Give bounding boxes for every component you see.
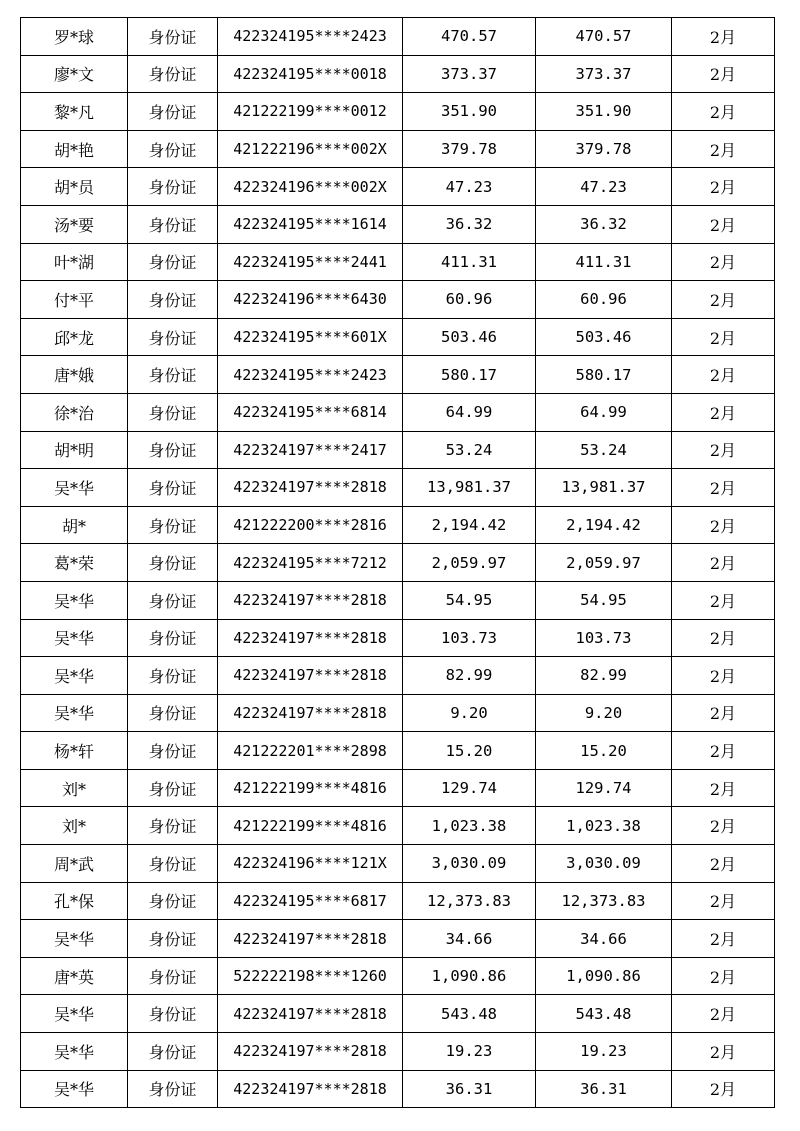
month-cell: 2月 [672, 168, 775, 206]
id-number-cell: 422324195****601X [218, 318, 403, 356]
amount-2-cell: 47.23 [536, 168, 672, 206]
id-type-cell: 身份证 [128, 431, 218, 469]
table-row [21, 393, 775, 431]
month-cell: 2月 [672, 694, 775, 732]
amount-2-cell: 53.24 [536, 431, 672, 469]
table-row [21, 957, 775, 995]
month-cell: 2月 [672, 393, 775, 431]
amount-2-cell: 3,030.09 [536, 845, 672, 883]
id-type-cell: 身份证 [128, 93, 218, 131]
id-number-cell: 421222199****0012 [218, 93, 403, 131]
amount-2-cell: 580.17 [536, 356, 672, 394]
amount-2-cell: 34.66 [536, 920, 672, 958]
name-cell: 胡* [21, 506, 128, 544]
name-cell: 叶*湖 [21, 243, 128, 281]
amount-2-cell: 2,194.42 [536, 506, 672, 544]
id-number-cell: 422324197****2818 [218, 1033, 403, 1071]
table-row [21, 544, 775, 582]
id-type-cell: 身份证 [128, 318, 218, 356]
table-row [21, 1070, 775, 1108]
id-type-cell: 身份证 [128, 920, 218, 958]
table-row [21, 882, 775, 920]
table-row [21, 431, 775, 469]
amount-cell: 60.96 [403, 281, 536, 319]
id-number-cell: 422324197****2818 [218, 657, 403, 695]
amount-cell: 19.23 [403, 1033, 536, 1071]
month-cell: 2月 [672, 957, 775, 995]
table-row [21, 18, 775, 56]
id-type-cell: 身份证 [128, 130, 218, 168]
table-row [21, 168, 775, 206]
amount-2-cell: 503.46 [536, 318, 672, 356]
amount-cell: 54.95 [403, 581, 536, 619]
month-cell: 2月 [672, 657, 775, 695]
table-row [21, 318, 775, 356]
amount-cell: 470.57 [403, 18, 536, 56]
amount-cell: 36.31 [403, 1070, 536, 1108]
id-type-cell: 身份证 [128, 657, 218, 695]
name-cell: 罗*球 [21, 18, 128, 56]
month-cell: 2月 [672, 93, 775, 131]
month-cell: 2月 [672, 431, 775, 469]
month-cell: 2月 [672, 807, 775, 845]
table-row [21, 356, 775, 394]
name-cell: 吴*华 [21, 657, 128, 695]
id-type-cell: 身份证 [128, 957, 218, 995]
name-cell: 唐*娥 [21, 356, 128, 394]
amount-2-cell: 36.31 [536, 1070, 672, 1108]
id-number-cell: 421222199****4816 [218, 769, 403, 807]
table-row [21, 807, 775, 845]
amount-cell: 34.66 [403, 920, 536, 958]
name-cell: 廖*文 [21, 55, 128, 93]
name-cell: 吴*华 [21, 619, 128, 657]
id-type-cell: 身份证 [128, 18, 218, 56]
id-number-cell: 422324195****2441 [218, 243, 403, 281]
id-type-cell: 身份证 [128, 694, 218, 732]
amount-cell: 15.20 [403, 732, 536, 770]
name-cell: 吴*华 [21, 920, 128, 958]
month-cell: 2月 [672, 469, 775, 507]
month-cell: 2月 [672, 544, 775, 582]
id-number-cell: 422324195****6814 [218, 393, 403, 431]
id-number-cell: 422324195****0018 [218, 55, 403, 93]
amount-cell: 2,059.97 [403, 544, 536, 582]
amount-2-cell: 60.96 [536, 281, 672, 319]
name-cell: 吴*华 [21, 694, 128, 732]
amount-cell: 351.90 [403, 93, 536, 131]
name-cell: 刘* [21, 769, 128, 807]
id-type-cell: 身份证 [128, 544, 218, 582]
month-cell: 2月 [672, 18, 775, 56]
name-cell: 孔*保 [21, 882, 128, 920]
name-cell: 胡*明 [21, 431, 128, 469]
records-table-body [21, 18, 775, 1108]
name-cell: 汤*要 [21, 205, 128, 243]
name-cell: 唐*英 [21, 957, 128, 995]
amount-2-cell: 351.90 [536, 93, 672, 131]
id-number-cell: 422324195****2423 [218, 356, 403, 394]
id-number-cell: 422324197****2818 [218, 469, 403, 507]
id-type-cell: 身份证 [128, 55, 218, 93]
table-row [21, 506, 775, 544]
month-cell: 2月 [672, 243, 775, 281]
id-type-cell: 身份证 [128, 393, 218, 431]
amount-2-cell: 103.73 [536, 619, 672, 657]
amount-2-cell: 36.32 [536, 205, 672, 243]
id-type-cell: 身份证 [128, 845, 218, 883]
month-cell: 2月 [672, 619, 775, 657]
amount-2-cell: 373.37 [536, 55, 672, 93]
id-number-cell: 421222199****4816 [218, 807, 403, 845]
amount-2-cell: 15.20 [536, 732, 672, 770]
id-type-cell: 身份证 [128, 882, 218, 920]
table-row [21, 769, 775, 807]
id-type-cell: 身份证 [128, 807, 218, 845]
amount-cell: 543.48 [403, 995, 536, 1033]
name-cell: 刘* [21, 807, 128, 845]
table-row [21, 732, 775, 770]
amount-cell: 82.99 [403, 657, 536, 695]
table-row [21, 469, 775, 507]
id-number-cell: 421222196****002X [218, 130, 403, 168]
id-number-cell: 422324196****121X [218, 845, 403, 883]
name-cell: 吴*华 [21, 469, 128, 507]
name-cell: 吴*华 [21, 581, 128, 619]
id-type-cell: 身份证 [128, 205, 218, 243]
amount-2-cell: 82.99 [536, 657, 672, 695]
amount-2-cell: 54.95 [536, 581, 672, 619]
table-row [21, 130, 775, 168]
month-cell: 2月 [672, 732, 775, 770]
table-row [21, 205, 775, 243]
amount-2-cell: 543.48 [536, 995, 672, 1033]
month-cell: 2月 [672, 281, 775, 319]
amount-2-cell: 1,023.38 [536, 807, 672, 845]
name-cell: 付*平 [21, 281, 128, 319]
month-cell: 2月 [672, 1033, 775, 1071]
id-number-cell: 522222198****1260 [218, 957, 403, 995]
id-number-cell: 422324196****6430 [218, 281, 403, 319]
amount-2-cell: 9.20 [536, 694, 672, 732]
amount-2-cell: 470.57 [536, 18, 672, 56]
id-number-cell: 422324195****7212 [218, 544, 403, 582]
id-type-cell: 身份证 [128, 356, 218, 394]
id-type-cell: 身份证 [128, 168, 218, 206]
month-cell: 2月 [672, 581, 775, 619]
table-row [21, 55, 775, 93]
name-cell: 胡*艳 [21, 130, 128, 168]
amount-cell: 9.20 [403, 694, 536, 732]
amount-cell: 1,090.86 [403, 957, 536, 995]
table-row [21, 281, 775, 319]
name-cell: 杨*轩 [21, 732, 128, 770]
table-row [21, 657, 775, 695]
table-row [21, 995, 775, 1033]
table-row [21, 920, 775, 958]
amount-2-cell: 13,981.37 [536, 469, 672, 507]
amount-cell: 503.46 [403, 318, 536, 356]
id-type-cell: 身份证 [128, 619, 218, 657]
amount-2-cell: 64.99 [536, 393, 672, 431]
id-number-cell: 422324197****2818 [218, 995, 403, 1033]
name-cell: 周*武 [21, 845, 128, 883]
id-number-cell: 422324197****2818 [218, 920, 403, 958]
id-type-cell: 身份证 [128, 769, 218, 807]
id-number-cell: 422324195****6817 [218, 882, 403, 920]
id-number-cell: 422324197****2818 [218, 694, 403, 732]
table-row [21, 581, 775, 619]
name-cell: 吴*华 [21, 1033, 128, 1071]
amount-cell: 580.17 [403, 356, 536, 394]
id-number-cell: 422324195****2423 [218, 18, 403, 56]
id-number-cell: 422324197****2818 [218, 1070, 403, 1108]
amount-cell: 129.74 [403, 769, 536, 807]
amount-cell: 3,030.09 [403, 845, 536, 883]
name-cell: 葛*荣 [21, 544, 128, 582]
month-cell: 2月 [672, 55, 775, 93]
amount-cell: 64.99 [403, 393, 536, 431]
amount-cell: 411.31 [403, 243, 536, 281]
amount-cell: 379.78 [403, 130, 536, 168]
id-number-cell: 422324195****1614 [218, 205, 403, 243]
id-number-cell: 422324197****2417 [218, 431, 403, 469]
month-cell: 2月 [672, 769, 775, 807]
name-cell: 徐*治 [21, 393, 128, 431]
month-cell: 2月 [672, 845, 775, 883]
table-row [21, 243, 775, 281]
table-row [21, 619, 775, 657]
id-type-cell: 身份证 [128, 1033, 218, 1071]
table-row [21, 1033, 775, 1071]
amount-2-cell: 379.78 [536, 130, 672, 168]
month-cell: 2月 [672, 356, 775, 394]
month-cell: 2月 [672, 995, 775, 1033]
amount-cell: 1,023.38 [403, 807, 536, 845]
table-row [21, 845, 775, 883]
amount-cell: 47.23 [403, 168, 536, 206]
amount-2-cell: 411.31 [536, 243, 672, 281]
id-number-cell: 422324197****2818 [218, 581, 403, 619]
id-type-cell: 身份证 [128, 732, 218, 770]
name-cell: 吴*华 [21, 1070, 128, 1108]
id-type-cell: 身份证 [128, 506, 218, 544]
amount-2-cell: 19.23 [536, 1033, 672, 1071]
id-type-cell: 身份证 [128, 243, 218, 281]
id-type-cell: 身份证 [128, 581, 218, 619]
name-cell: 黎*凡 [21, 93, 128, 131]
amount-2-cell: 1,090.86 [536, 957, 672, 995]
amount-cell: 13,981.37 [403, 469, 536, 507]
amount-2-cell: 129.74 [536, 769, 672, 807]
id-number-cell: 422324196****002X [218, 168, 403, 206]
month-cell: 2月 [672, 506, 775, 544]
amount-2-cell: 12,373.83 [536, 882, 672, 920]
amount-2-cell: 2,059.97 [536, 544, 672, 582]
month-cell: 2月 [672, 882, 775, 920]
name-cell: 吴*华 [21, 995, 128, 1033]
amount-cell: 2,194.42 [403, 506, 536, 544]
table-row [21, 93, 775, 131]
month-cell: 2月 [672, 130, 775, 168]
amount-cell: 53.24 [403, 431, 536, 469]
records-table [20, 17, 775, 1108]
month-cell: 2月 [672, 205, 775, 243]
table-row [21, 694, 775, 732]
amount-cell: 373.37 [403, 55, 536, 93]
id-type-cell: 身份证 [128, 995, 218, 1033]
month-cell: 2月 [672, 1070, 775, 1108]
amount-cell: 36.32 [403, 205, 536, 243]
id-number-cell: 421222200****2816 [218, 506, 403, 544]
id-type-cell: 身份证 [128, 281, 218, 319]
id-type-cell: 身份证 [128, 469, 218, 507]
id-number-cell: 422324197****2818 [218, 619, 403, 657]
id-type-cell: 身份证 [128, 1070, 218, 1108]
month-cell: 2月 [672, 920, 775, 958]
amount-cell: 103.73 [403, 619, 536, 657]
name-cell: 邱*龙 [21, 318, 128, 356]
month-cell: 2月 [672, 318, 775, 356]
amount-cell: 12,373.83 [403, 882, 536, 920]
id-number-cell: 421222201****2898 [218, 732, 403, 770]
name-cell: 胡*员 [21, 168, 128, 206]
